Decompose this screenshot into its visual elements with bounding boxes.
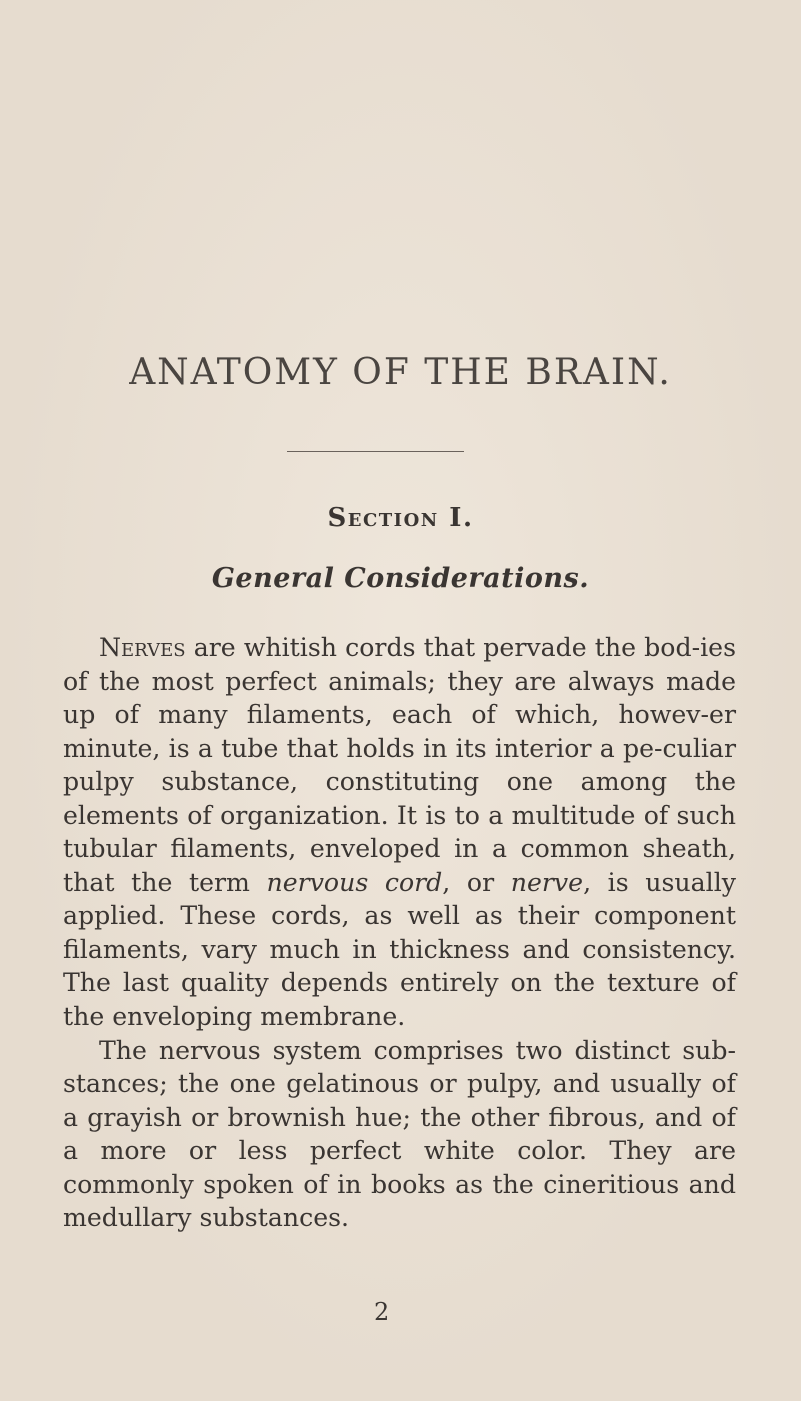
paragraph-2: The nervous system comprises two distinct sub-stances; the one gelatinous or pulpy, and usually of a grayish or brownish hue; the other fibrous, and of a more or less perfect white color. They are commonly spoken of in books as the cineritious and medullary substances. [63,1035,736,1233]
paragraph-lead-word: Nerves [99,633,186,662]
paragraph-1-text: are whitish cords that pervade the bod-ies of the most perfect animals; they are always made up of many filaments, each of which, howev-er minute, is a tube that holds in its interior a pe-culiar pulpy substance, constituting one among the elements of organization. It is to a multitude of such tubular filaments, enveloped in a common sheath, that the term [63,633,736,897]
paragraph-1-text: , or [442,867,511,897]
body-text [63,631,736,1235]
term-nerve: nerve [510,867,584,897]
paragraph-1-text: , is usually applied. These cords, as well as their component filaments, vary much in thickness and consistency. The last quality depends entirely on the texture of the enveloping membrane. [63,867,737,1032]
page-title: ANATOMY OF THE BRAIN. [129,352,672,393]
signature-mark: 2 [374,1298,390,1326]
title-divider [287,451,464,452]
section-subtitle: General Considerations. [211,563,590,594]
paragraph-1 [63,631,736,1034]
section-heading: Section I. [327,503,474,533]
term-nervous-cord: nervous cord [266,867,443,897]
